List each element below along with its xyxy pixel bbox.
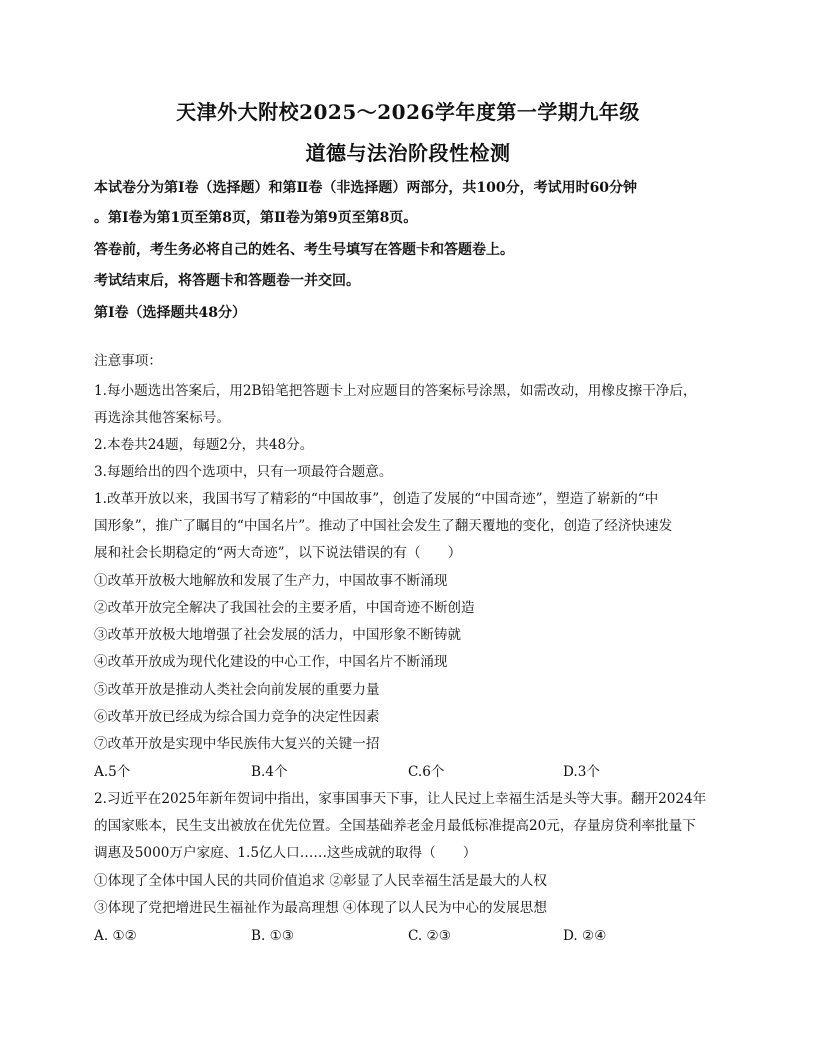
exam-title-line2: 道德与法治阶段性检测 xyxy=(305,141,511,165)
q1-statement-5: ⑤改革开放是推动人类社会向前发展的重要力量 xyxy=(94,682,380,698)
instruction-line3: 答卷前，考生务必将自己的姓名、考生号填写在答题卡和答题卷上。 xyxy=(94,242,514,258)
instruction-line1: 本试卷分为第Ⅰ卷（选择题）和第Ⅱ卷（非选择题）两部分，共100分，考试用时60分钟 xyxy=(94,180,638,196)
note-item1-line1: 1.每小题选出答案后，用2B铅笔把答题卡上对应题目的答案标号涂黑，如需改动，用橡皮擦干净后， xyxy=(94,383,697,399)
note-item1-line2: 再选涂其他答案标号。 xyxy=(94,410,230,426)
q2-statement-line2: ③体现了党把增进民生福祉作为最高理想 ④体现了以人民为中心的发展思想 xyxy=(94,900,547,916)
q1-statement-7: ⑦改革开放是实现中华民族伟大复兴的关键一招 xyxy=(94,736,380,752)
section-heading: 第Ⅰ卷（选择题共48分） xyxy=(94,305,247,321)
q1-stem-line2: 国形象”，推广了瞩目的“中国名片”。推动了中国社会发生了翻天覆地的变化，创造了经济快速发 xyxy=(94,518,673,534)
q1-statement-6: ⑥改革开放已经成为综合国力竞争的决定性因素 xyxy=(94,709,380,725)
q1-option-c[interactable]: C.6个 xyxy=(408,764,445,780)
q1-statement-1: ①改革开放极大地解放和发展了生产力，中国故事不断涌现 xyxy=(94,573,448,589)
q1-option-d[interactable]: D.3个 xyxy=(563,764,600,780)
q2-option-b[interactable]: B. ①③ xyxy=(251,928,295,944)
q2-statement-line1: ①体现了全体中国人民的共同价值追求 ②彰显了人民幸福生活是最大的人权 xyxy=(94,873,547,889)
q1-statement-2: ②改革开放完全解决了我国社会的主要矛盾，中国奇迹不断创造 xyxy=(94,600,475,616)
instruction-line2: 。第Ⅰ卷为第1页至第8页，第Ⅱ卷为第9页至第8页。 xyxy=(94,210,418,226)
q2-stem-line2: 的国家账本，民生支出被放在优先位置。全国基础养老金月最低标准提高20元，存量房贷利率批量下 xyxy=(94,818,696,834)
note-item2: 2.本卷共24题，每题2分，共48分。 xyxy=(94,437,314,453)
q1-statement-3: ③改革开放极大地增强了社会发展的活力，中国形象不断铸就 xyxy=(94,627,462,643)
q2-option-c[interactable]: C. ②③ xyxy=(408,928,451,944)
q2-stem-line3: 调惠及5000万户家庭、1.5亿人口……这些成就的取得（ ） xyxy=(94,845,477,861)
note-item3: 3.每题给出的四个选项中，只有一项最符合题意。 xyxy=(94,464,393,480)
q1-option-b[interactable]: B.4个 xyxy=(251,764,288,780)
q2-option-a[interactable]: A. ①② xyxy=(94,928,137,944)
q1-statement-4: ④改革开放成为现代化建设的中心工作，中国名片不断涌现 xyxy=(94,654,448,670)
exam-title-line1: 天津外大附校2025～2026学年度第一学期九年级 xyxy=(176,100,640,124)
q2-option-d[interactable]: D. ②④ xyxy=(563,928,607,944)
instruction-line4: 考试结束后，将答题卡和答题卷一并交回。 xyxy=(94,273,360,289)
notes-heading: 注意事项： xyxy=(94,353,162,369)
q1-stem-line1: 1.改革开放以来，我国书写了精彩的“中国故事”，创造了发展的“中国奇迹”，塑造了崭新的“中 xyxy=(94,491,659,507)
q2-stem-line1: 2.习近平在2025年新年贺词中指出，家事国事天下事，让人民过上幸福生活是头等大事。翻开2024年 xyxy=(94,791,707,807)
q1-stem-line3: 展和社会长期稳定的“两大奇迹”，以下说法错误的有（ ） xyxy=(94,545,462,561)
q1-option-a[interactable]: A.5个 xyxy=(94,764,131,780)
